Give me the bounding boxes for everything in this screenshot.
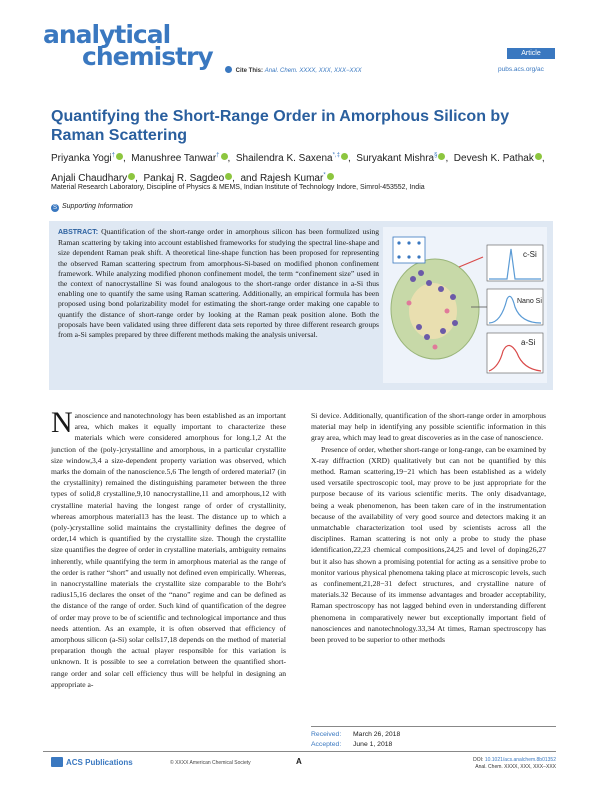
received-date: March 26, 2018 (353, 731, 401, 738)
acs-mark-icon (51, 757, 63, 767)
author-name: Suryakant Mishra (356, 153, 435, 165)
accepted-row (311, 740, 556, 750)
orcid-icon[interactable] (438, 153, 445, 160)
received-row (311, 730, 556, 740)
article-dates (311, 726, 556, 750)
doi-link[interactable]: 10.1021/acs.analchem.8b01352 (484, 757, 556, 763)
author-name: Pankaj R. Sagdeo (143, 172, 225, 184)
orcid-icon[interactable] (128, 173, 135, 180)
journal-logo (43, 22, 223, 72)
author-name: Shailendra K. Saxena (235, 153, 333, 165)
accepted-label: Accepted: (311, 741, 342, 748)
page-number: A (296, 757, 302, 766)
orcid-icon[interactable] (535, 153, 542, 160)
abstract (58, 227, 379, 340)
cite-ref[interactable]: Anal. Chem. XXXX, XXX, XXX−XXX (264, 68, 362, 74)
cite-icon (225, 66, 232, 73)
body-column-left (51, 406, 286, 690)
orcid-icon[interactable] (225, 173, 232, 180)
cite-label: Cite This: (235, 68, 264, 74)
article-type-badge: Article (507, 48, 555, 59)
cite-line[interactable] (225, 66, 362, 74)
received-label: Received: (311, 731, 342, 738)
author-affil-mark: *,‡ (332, 153, 340, 159)
author-name: Manushree Tanwar (131, 153, 217, 165)
journal-ref: Anal. Chem. XXXX, XXX, XXX−XXX (475, 764, 556, 770)
paragraph-text: anoscience and nanotechnology has been established as an important area, which makes it equally important to characterize these materials which were considered amorphous for long.1,2 At the junction of the (poly-)crystalline and amorphous, in a particular crystallite size window,3,4 a size-dependent property variation was observed, which marks the domain of the nanoscience.5,6 The length of ordered material7 (in the crystallinity) remained the distinguishing parameter between the three types of solid,8 crystalline,9,10 nanocrystalline,11 and amorphous,12 with crystalline material having the longest range of order of crystallinity, whereas amorphous material13 has the least. The distance up to which a (poly-)crystalline solid maintains the crystallinity defines the degree of order,14 which is quantified by the crystallite size. Though the crystallite size quantifies the degree of order in crystalline materials, ambiguity remains inherently, while quantifying the term in amorphous material as the range of the order is rather “short” and usually not defined even empirically. Whereas, in nanocrystalline materials the crystallite size comparable to the Bohr's radius15,16 declares the onset of the “nano” regime and can be defined as the distance of the range of order. Such kind of quantification of the degree of order may prove to be of scientific and technological importance and thus needs attention. As an example, it is often observed that efficiency of amorphous silicon (a-Si) solar cells17,18 depends on the method of material preparation though the actual player responsible for this variation is unknown. It is possible to see a correlation between the quantified short-range order and solar cell efficiency thus will be helpful in designing an appropriate a- (51, 411, 286, 689)
orcid-icon[interactable] (341, 153, 348, 160)
logo-line2: chemistry (82, 42, 213, 71)
supporting-info-label[interactable]: Supporting Information (62, 203, 133, 210)
body-paragraph (51, 406, 286, 690)
spectrum-c-si (487, 245, 543, 281)
author-name: Priyanka Yogi (51, 153, 112, 165)
toc-graphic (383, 227, 547, 383)
body-column-right (311, 410, 546, 645)
article-title: Quantifying the Short-Range Order in Amorphous Silicon by Raman Scattering (51, 108, 510, 144)
supporting-info-icon: S (52, 205, 57, 211)
body-paragraph: Presence of order, whether short-range or long-range, can be examined by X-ray diffraction (XRD) qualitatively but can not be quantified by this method. Raman scattering,19−21 which has been established as a widely used versatile spectroscopic tool, may prove to be just appropriate for the purpose because of its various scientific merits. The only disadvantage, being a weak phenomenon, has been taken care of in the instrumentation because of the availability of very good source and detectors making it an unmatchable characterization tool used by scientists across all the disciplines. Raman scattering is not only a probe to study the phase identification,22,23 chemical compositions,24,25 and level of doping26,27 but it also has shown a promising potential for acting as a sensitive probe to monitor various physical phenomena taking place at microscopic levels, such as confinement,21,28−31 defect structures, and crystalline nature of materials.32 Because of its immense advantages and broader acceptability, Raman spectroscopy has not lagged behind even in understanding different phenomena in comparatively newer but exceptionally important field of nanosciences and nanotechnology.33,34 At times, Raman spectroscopy has been proved to be superior to other methods (311, 444, 546, 645)
footer-divider (43, 751, 556, 752)
lattice-box (393, 237, 425, 263)
publisher-logo[interactable] (51, 757, 133, 767)
supporting-info-link[interactable] (51, 203, 133, 212)
spectrum-nano-si (487, 289, 543, 325)
author-line-1: Priyanka Yogi† , Manushree Tanwar† , Shailendra K. Saxena*,‡ , Suryakant Mishra§ , Devesh K. Pathak , (51, 153, 551, 165)
publisher-name: ACS Publications (66, 758, 133, 767)
sphere-inner (409, 283, 457, 339)
author-affil-mark: * (323, 172, 326, 179)
orcid-icon[interactable] (221, 153, 228, 160)
abstract-body: Quantification of the short-range order in amorphous silicon has been formulized using Raman scattering by taking into account established frameworks for studying the spectral line-shape and size dependent Raman peak shift. A theoretical line-shape function has been proposed for representing the observed Raman scattering spectrum from amorphous-Si-based on modified phonon confinement framework. While analyzing modified phonon confinement model, the term “confinement size” used in the context of nanocrystalline Si was found analogous to the short-range order distance in a-Si thus enabling one to quantify the same using Raman scattering. Additionally, an empirical formula has been proposed using bond polarizability model for estimating the short-range order making one capable to quantify the distance of short-range order by looking at the Raman peak position alone. Both the proposals have been validated using three different data sets reported by three different research groups from a-Si samples prepared by three different methods making the analysis universal. (58, 227, 379, 340)
label-nano-si: Nano Si (517, 298, 542, 305)
author-affil-mark: † (111, 153, 115, 159)
doi-label: DOI: (473, 757, 484, 763)
logo-line1: analytical (43, 20, 171, 49)
author-line-2: Anjali Chaudhary , Pankaj R. Sagdeo , and Rajesh Kumar* (51, 173, 334, 184)
journal-url[interactable]: pubs.acs.org/ac (498, 66, 544, 73)
author-list (51, 148, 551, 187)
doi-block (473, 757, 556, 771)
body-paragraph: Si device. Additionally, quantification of the short-range order in amorphous material may help in identifying any possible scientific information in this gray area, which may lead to great discoveries as in the case of nanoscience. (311, 411, 546, 443)
accepted-date: June 1, 2018 (353, 741, 393, 748)
author-affil-mark: † (216, 153, 220, 159)
orcid-icon[interactable] (116, 153, 123, 160)
abstract-label: ABSTRACT: (58, 229, 99, 236)
orcid-icon[interactable] (327, 173, 334, 180)
spectrum-a-si (487, 333, 543, 373)
drop-cap: N (51, 406, 73, 439)
label-a-si: a-Si (521, 338, 536, 347)
affiliation: Material Research Laboratory, Discipline of Physics & MEMS, Indian Institute of Technology Indore, Simrol-453552, India (51, 184, 425, 191)
copyright: © XXXX American Chemical Society (170, 760, 251, 766)
author-name: Anjali Chaudhary (51, 172, 128, 184)
author-name: Devesh K. Pathak (453, 153, 534, 165)
author-affil-mark: § (434, 153, 438, 159)
author-name: and Rajesh Kumar (240, 172, 324, 184)
label-c-si: c-Si (523, 250, 537, 259)
